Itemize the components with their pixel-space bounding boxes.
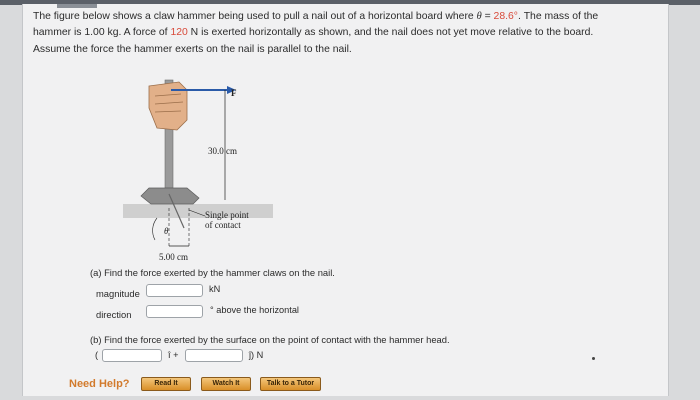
hammer-diagram [121,68,281,268]
problem-line2-b: N is exerted horizontally as shown, and the nail does not yet move relative to the board. [187,27,594,39]
board [123,204,273,218]
magnitude-label: magnitude [96,288,140,299]
j-component-input[interactable] [185,349,243,362]
direction-unit: ° above the horizontal [210,305,299,315]
i-hat-label: î + [168,350,179,360]
part-b-question: (b) Find the force exerted by the surface on the point of contact with the hammer head. [90,334,450,345]
tab-strip [57,4,97,8]
need-help-label: Need Help? [69,378,130,390]
length-30-label: 30.0 cm [208,146,237,156]
cursor-dot [592,357,595,360]
theta-value: 28.6° [493,11,518,22]
problem-line2-a: hammer is 1.00 kg. A force of [33,27,171,39]
contact-label-2: of contact [205,220,241,230]
contact-label-1: Single point [205,210,249,220]
theta-label: θ [164,226,169,236]
force-value: 120 [170,27,188,39]
theta-symbol: θ [476,11,482,22]
watch-it-button[interactable]: Watch It [201,377,251,391]
magnitude-unit: kN [209,284,221,294]
length-5-label: 5.00 cm [159,252,188,262]
hammer-figure [121,68,281,268]
part-a-question: (a) Find the force exerted by the hammer claws on the nail. [90,267,335,278]
problem-line1-a: The figure below shows a claw hammer being used to pull a nail out of a horizontal board where [33,11,477,22]
question-panel [22,4,669,396]
open-paren: ( [95,350,99,360]
force-label: F [231,88,237,98]
problem-line3: Assume the force the hammer exerts on the nail is parallel to the nail. [33,43,352,55]
j-hat-label: ĵ) N [249,350,264,360]
direction-input[interactable] [146,305,203,318]
direction-label: direction [96,309,132,320]
talk-to-tutor-button[interactable]: Talk to a Tutor [260,377,321,391]
i-component-input[interactable] [102,349,162,362]
problem-statement [33,9,655,58]
magnitude-input[interactable] [146,284,203,297]
problem-line1-b: = [481,11,494,22]
read-it-button[interactable]: Read It [141,377,191,391]
problem-line1-c: . The mass of the [517,11,599,22]
